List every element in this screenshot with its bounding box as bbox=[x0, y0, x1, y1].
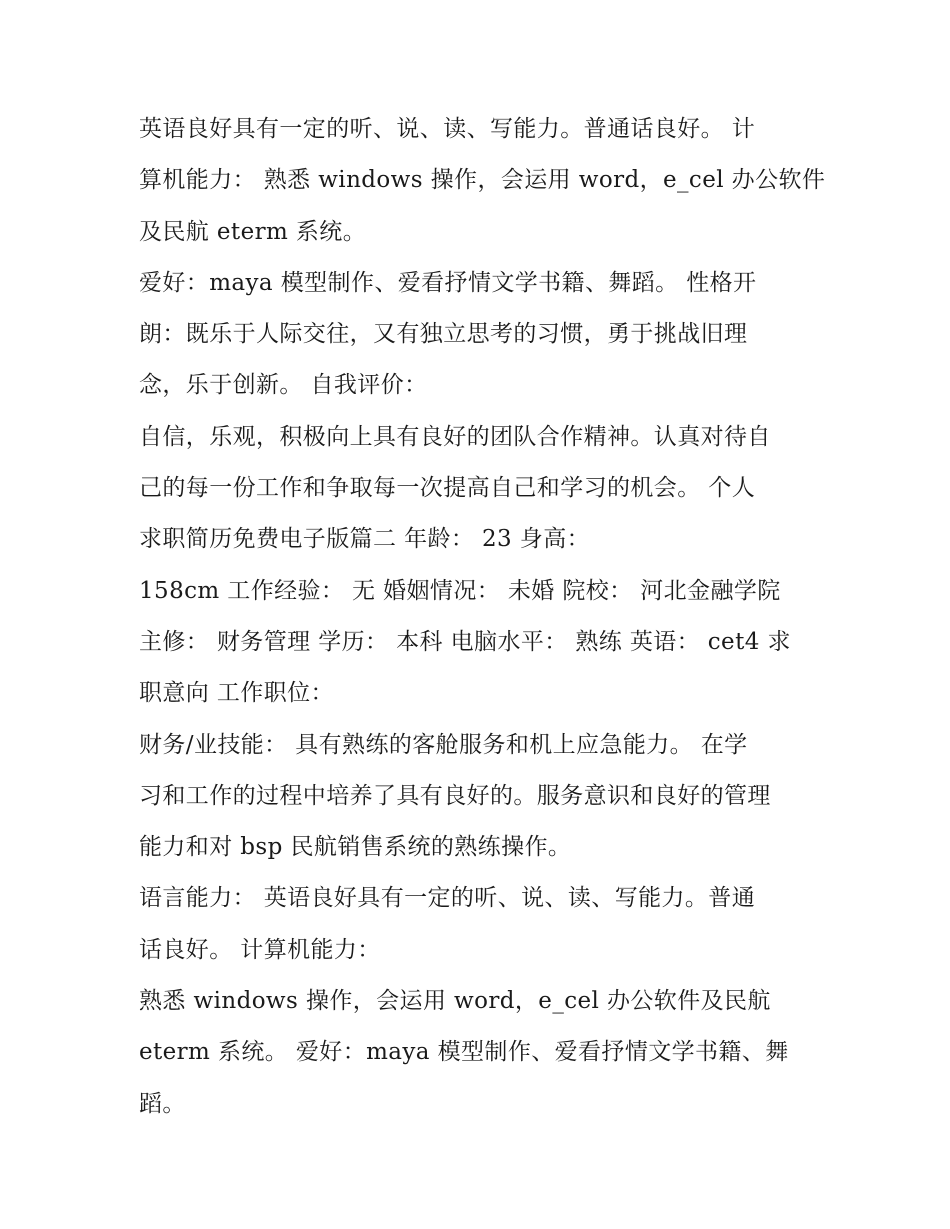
text-line: 语言能力： 英语良好具有一定的听、说、读、写能力。普通 bbox=[139, 885, 756, 912]
text-line: 自信，乐观，积极向上具有良好的团队合作精神。认真对待自 bbox=[139, 423, 771, 450]
text-line: 念，乐于创新。 自我评价： bbox=[139, 372, 428, 399]
text-line: 职意向 工作职位： bbox=[139, 680, 334, 707]
text-line: 主修： 财务管理 学历： 本科 电脑水平： 熟练 英语： cet4 求 bbox=[139, 628, 791, 655]
text-line: 话良好。 计算机能力： bbox=[139, 936, 381, 963]
text-line: 英语良好具有一定的听、说、读、写能力。普通话良好。 计 bbox=[139, 116, 756, 142]
text-line: eterm 系统。 爱好：maya 模型制作、爱看抒情文学书籍、舞 bbox=[139, 1039, 789, 1066]
text-line: 熟悉 windows 操作，会运用 word，e_cel 办公软件及民航 bbox=[139, 988, 771, 1015]
document-body bbox=[139, 104, 826, 1130]
text-line: 158cm 工作经验： 无 婚姻情况： 未婚 院校： 河北金融学院 bbox=[139, 577, 781, 604]
text-line: 求职简历免费电子版篇二 年龄： 23 身高： bbox=[139, 526, 590, 553]
text-line: 蹈。 bbox=[139, 1090, 186, 1117]
text-line: 己的每一份工作和争取每一次提高自己和学习的机会。 个人 bbox=[139, 475, 756, 502]
text-line: 财务/业技能： 具有熟练的客舱服务和机上应急能力。 在学 bbox=[139, 731, 748, 758]
text-line: 习和工作的过程中培养了具有良好的。服务意识和良好的管理 bbox=[139, 782, 771, 809]
text-line: 及民航 eterm 系统。 bbox=[139, 218, 367, 245]
text-line: 能力和对 bsp 民航销售系统的熟练操作。 bbox=[139, 834, 572, 861]
text-line: 朗：既乐于人际交往，又有独立思考的习惯，勇于挑战旧理 bbox=[139, 321, 748, 348]
text-line: 爱好：maya 模型制作、爱看抒情文学书籍、舞蹈。 性格开 bbox=[139, 269, 757, 296]
text-line: 算机能力： 熟悉 windows 操作，会运用 word，e_cel 办公软件 bbox=[139, 167, 826, 194]
